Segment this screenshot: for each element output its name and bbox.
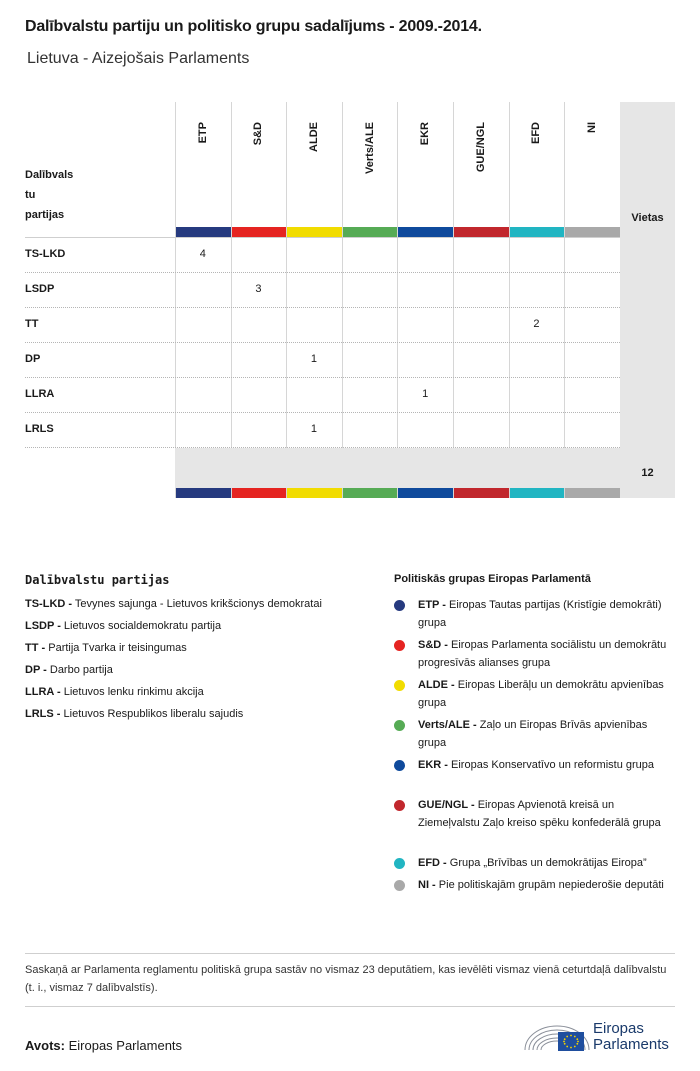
column-divider [175,102,176,498]
divider [25,953,675,954]
party-legend-item [25,642,187,654]
group-color-bar [286,227,342,237]
group-legend-name: Eiropas Konservatīvo un reformistu grupa [451,759,655,771]
group-legend-item [418,676,678,712]
source-label: Avots: [25,1038,65,1053]
group-color-bar [342,488,398,498]
party-legend-item [25,686,204,698]
seat-count: 1 [310,353,318,365]
party-legend-name: Partija Tvarka ir teisingumas [48,642,187,654]
group-color-bar [397,488,453,498]
group-name: Verts/ALE [363,122,376,174]
column-divider [342,102,343,498]
group-legend-abbr: NI - [418,879,436,891]
group-legend-item [418,716,678,752]
totals-row-background [175,448,620,488]
party-legend-abbr: LRLS - [25,708,61,720]
party-legend-item [25,664,113,676]
footnote: Saskaņā ar Parlamenta reglamentu politiskā grupa sastāv no vismaz 23 deputātiem, kas ievēlēti vismaz vienā ceturtdaļā dalībvalstu (t. i., vismaz 7 dalībvalstīs). [25,964,667,994]
divider [25,1006,675,1007]
group-color-bar [564,227,620,237]
party-legend-item [25,708,243,720]
group-legend-item [418,596,678,632]
group-column-header [286,102,342,227]
group-legend-item [418,796,678,832]
column-divider [286,102,287,498]
party-abbr: TT [25,318,39,330]
party-abbr: TS-LKD [25,248,66,260]
group-column-header [509,102,565,227]
group-legend-name: Eiropas Liberāļu un demokrātu apvienības grupa [418,679,664,709]
group-legend-item [418,854,678,872]
column-divider [453,102,454,498]
group-color-dot [394,720,405,731]
source-line [25,1038,182,1053]
party-abbr: DP [25,353,41,365]
party-legend-abbr: TT - [25,642,46,654]
party-abbr: LSDP [25,283,55,295]
seat-count: 4 [199,248,206,260]
seats-column-background [620,102,675,448]
row-divider [25,272,620,273]
row-divider [25,412,620,413]
source-value: Eiropas Parlaments [68,1038,183,1053]
seat-count: 1 [310,423,318,435]
hemicycle-icon [523,1016,593,1056]
row-divider [25,342,620,343]
group-legend-abbr: EKR - [418,759,448,771]
group-legend-abbr: EFD - [418,857,447,869]
seat-count: 3 [255,283,262,295]
party-legend-name: Lietuvos lenku rinkimu akcija [63,686,204,698]
group-color-bar [286,488,342,498]
group-color-bar [175,488,231,498]
party-abbr: LRLS [25,423,54,435]
group-legend-item [418,876,678,894]
group-legend-name: Eiropas Tautas partijas (Kristīgie demokrāti) grupa [418,599,662,629]
party-legend-item [25,620,221,632]
group-color-bar [175,227,231,237]
group-color-bar [509,227,565,237]
group-column-header [231,102,287,227]
group-legend-item [418,636,678,672]
row-divider [25,307,620,308]
grand-total: 12 [620,448,675,498]
group-color-bar [453,227,509,237]
group-color-dot [394,600,405,611]
group-name: NI [585,122,598,133]
group-legend-abbr: ETP - [418,599,446,611]
group-legend-item [418,756,678,774]
group-name: GUE/NGL [474,122,487,173]
column-divider [564,102,565,498]
party-legend-name: Lietuvos Respublikos liberalu sajudis [63,708,244,720]
group-legend-name: Zaļo un Eiropas Brīvās apvienības grupa [418,719,648,749]
party-legend-abbr: DP - [25,664,47,676]
group-legend-name: Pie politiskajām grupām nepiederošie deputāti [438,879,664,891]
party-legend-abbr: LLRA - [25,686,61,698]
group-name: ETP [196,122,209,144]
page-title: Dalībvalstu partiju un politisko grupu sadalījums - 2009.-2014. [25,18,482,35]
group-color-bar [397,227,453,237]
group-column-header [175,102,231,227]
group-column-header [564,102,620,227]
group-color-dot [394,880,405,891]
group-color-dot [394,760,405,771]
group-color-bar [453,488,509,498]
group-color-bar [231,227,287,237]
group-legend-name: Grupa „Brīvības un demokrātijas Eiropa” [449,857,647,869]
group-legend-abbr: S&D - [418,639,448,651]
party-legend-name: Tevynes sajunga - Lietuvos krikšcionys demokratai [74,598,322,610]
group-color-bar [564,488,620,498]
group-color-bar [509,488,565,498]
seat-count: 1 [422,388,429,400]
group-color-bar [231,488,287,498]
party-legend-item [25,598,322,610]
column-divider [397,102,398,498]
group-name: S&D [252,122,265,146]
party-legend-abbr: TS-LKD - [25,598,73,610]
group-legend-name: Eiropas Apvienotā kreisā un Ziemeļvalstu Zaļo kreiso spēku konfederālā grupa [418,799,661,829]
group-legend-name: Eiropas Parlamenta sociālistu un demokrātu progresīvās alianses grupa [418,639,667,669]
logo-wordmark: Eiropas Parlaments [593,1020,669,1053]
party-legend-name: Darbo partija [49,664,113,676]
party-legend-title: Dalībvalstu partijas [25,573,170,587]
group-legend-abbr: GUE/NGL - [418,799,475,811]
group-color-dot [394,858,405,869]
group-legend-abbr: Verts/ALE - [418,719,477,731]
group-name: EFD [530,122,543,144]
group-color-dot [394,800,405,811]
group-legend-title: Politiskās grupas Eiropas Parlamentā [394,573,591,585]
group-column-header [397,102,453,227]
party-legend-abbr: LSDP - [25,620,61,632]
header-divider [25,237,620,238]
party-column-header: Dalībvals tu partijas [25,169,74,221]
seats-column-header: Vietas [631,212,664,224]
page-subtitle: Lietuva - Aizejošais Parlaments [27,50,250,67]
party-abbr: LLRA [25,388,55,400]
group-color-dot [394,640,405,651]
group-column-header [453,102,509,227]
group-column-header [342,102,398,227]
group-legend-abbr: ALDE - [418,679,455,691]
party-legend-name: Lietuvos socialdemokratu partija [63,620,222,632]
column-divider [231,102,232,498]
seat-count: 2 [533,318,540,330]
row-divider [25,377,620,378]
column-divider [509,102,510,498]
group-name: EKR [419,122,432,146]
group-name: ALDE [307,122,320,152]
group-color-dot [394,680,405,691]
group-color-bar [342,227,398,237]
